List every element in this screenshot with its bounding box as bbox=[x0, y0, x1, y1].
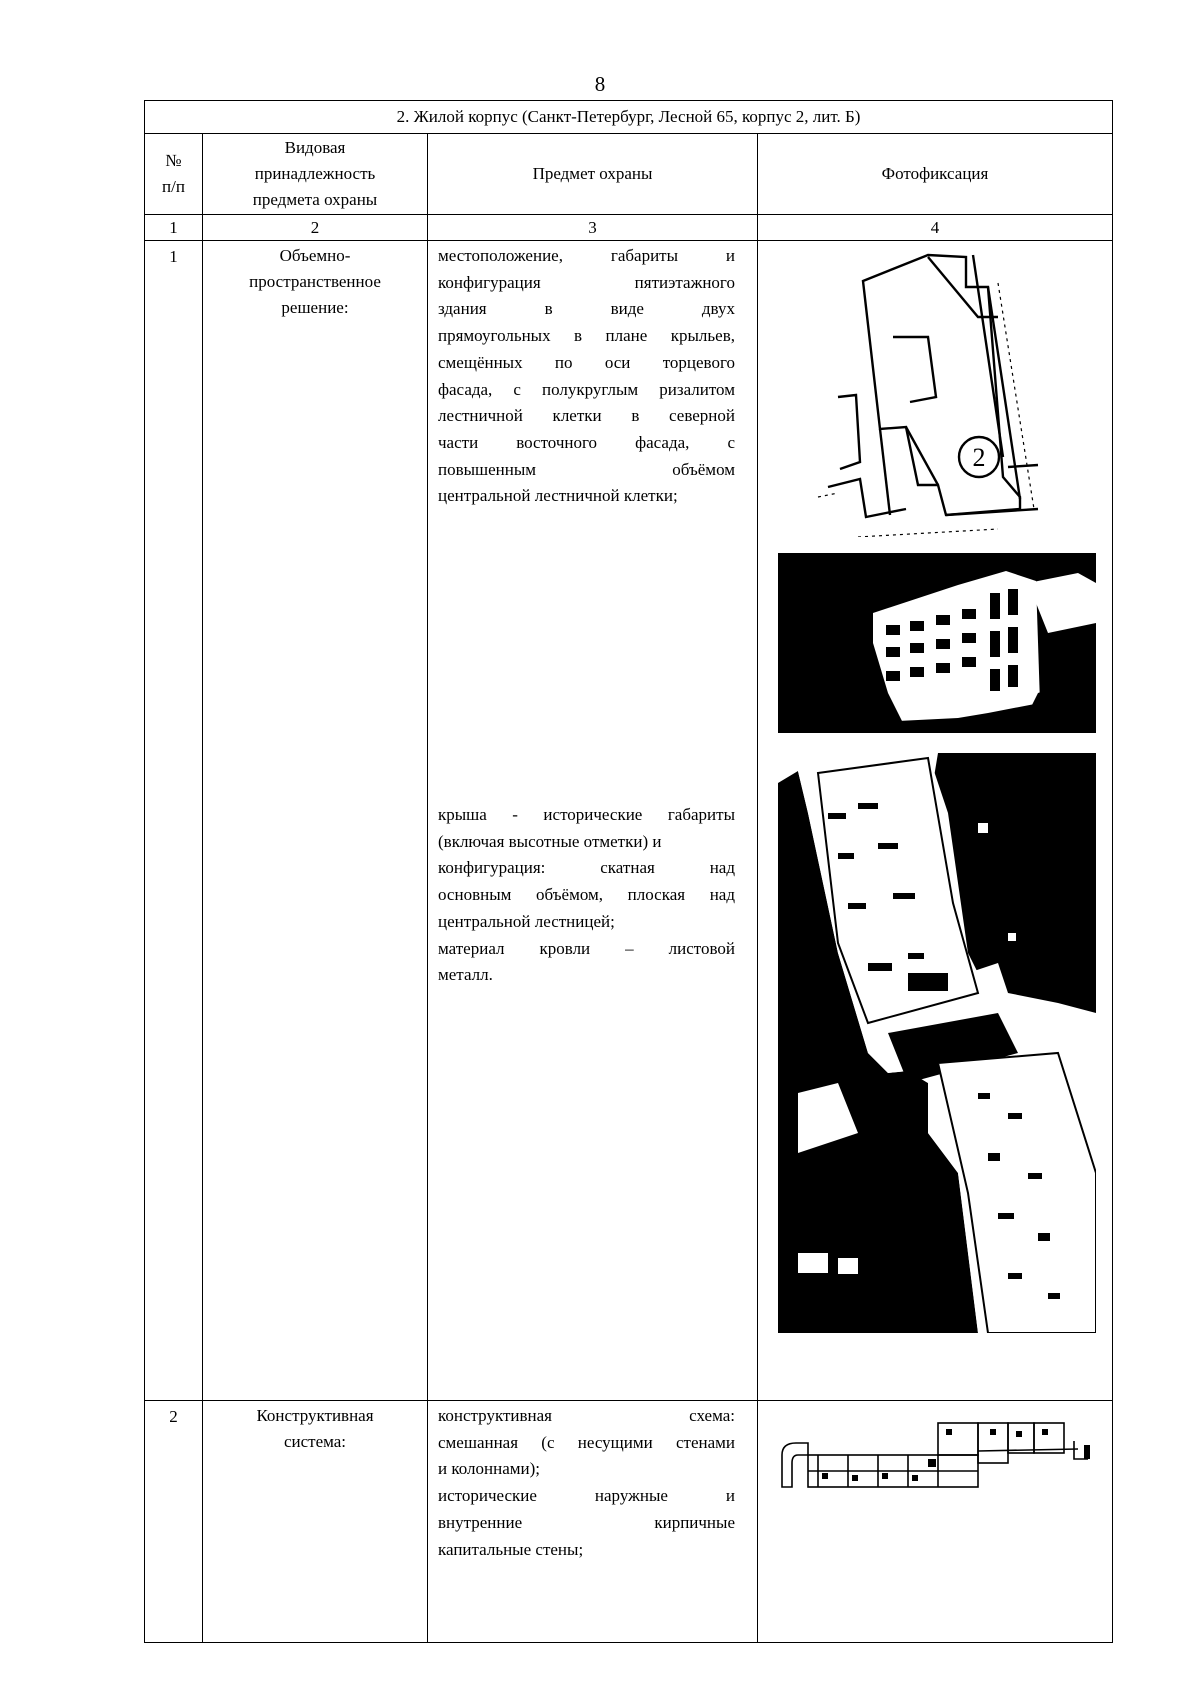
subject-line: конструктивная схема: bbox=[438, 1406, 735, 1425]
header-subject: Предмет охраны bbox=[428, 134, 758, 215]
row-photo bbox=[758, 241, 1113, 1401]
subject-line: крыша - исторические габариты bbox=[438, 805, 735, 825]
header-type-line: предмета охраны bbox=[252, 190, 378, 209]
row-type-line: пространственное bbox=[249, 272, 381, 291]
subject-line: центральной лестницей; bbox=[438, 911, 615, 931]
floor-plan-image bbox=[778, 1415, 1096, 1493]
subject-line: (включая высотные отметки) и bbox=[438, 831, 662, 851]
protection-table bbox=[144, 100, 1113, 1643]
site-plan-image bbox=[798, 247, 1058, 537]
column-number: 2 bbox=[203, 215, 428, 241]
subject-line: капитальные стены; bbox=[438, 1539, 584, 1559]
header-number-line: № bbox=[165, 151, 182, 170]
plan-marker: 2 bbox=[972, 443, 986, 472]
facade-photo bbox=[778, 553, 1096, 733]
subject-line: здания в виде двух bbox=[438, 299, 735, 319]
row-number: 1 bbox=[145, 241, 203, 1401]
subject-line: смещённых по оси торцевого bbox=[438, 352, 735, 372]
page-number: 8 bbox=[594, 72, 606, 96]
row-type bbox=[203, 1401, 428, 1643]
aerial-photo bbox=[778, 753, 1096, 1333]
row-subject bbox=[428, 1401, 758, 1643]
section-title: 2. Жилой корпус (Санкт-Петербург, Лесной 65, корпус 2, лит. Б) bbox=[145, 101, 1113, 134]
subject-line: и колоннами); bbox=[438, 1459, 540, 1479]
subject-line: повышенным объёмом bbox=[438, 459, 735, 479]
subject-line: прямоугольных в плане крыльев, bbox=[438, 326, 735, 346]
column-number: 1 bbox=[145, 215, 203, 241]
column-number: 3 bbox=[428, 215, 758, 241]
row-type bbox=[203, 241, 428, 1401]
header-type-line: Видовая bbox=[284, 138, 346, 157]
subject-line: смешанная (с несущими стенами bbox=[438, 1432, 735, 1452]
row-subject bbox=[428, 241, 758, 1401]
subject-line: местоположение, габариты и bbox=[438, 246, 735, 265]
subject-line: металл. bbox=[438, 965, 493, 985]
subject-line: основным объёмом, плоская над bbox=[438, 885, 735, 905]
row-type-line: решение: bbox=[281, 298, 349, 317]
subject-line: части восточного фасада, с bbox=[438, 432, 735, 452]
header-photo: Фотофиксация bbox=[758, 134, 1113, 215]
subject-line: материал кровли – листовой bbox=[438, 938, 735, 958]
subject-line: конфигурация пятиэтажного bbox=[438, 272, 735, 292]
row-type-line: система: bbox=[283, 1432, 347, 1451]
subject-line: исторические наружные и bbox=[438, 1486, 735, 1506]
header-number-line: п/п bbox=[162, 177, 185, 196]
row-number: 2 bbox=[145, 1401, 203, 1643]
subject-line: центральной лестничной клетки; bbox=[438, 486, 678, 506]
header-type bbox=[203, 134, 428, 215]
row-photo bbox=[758, 1401, 1113, 1643]
header-number bbox=[145, 134, 203, 215]
header-type-line: принадлежность bbox=[254, 164, 376, 183]
row-type-line: Конструктивная bbox=[256, 1406, 374, 1425]
column-number: 4 bbox=[758, 215, 1113, 241]
subject-line: лестничной клетки в северной bbox=[438, 406, 735, 426]
subject-line: внутренние кирпичные bbox=[438, 1512, 735, 1532]
subject-line: фасада, с полукруглым ризалитом bbox=[438, 379, 735, 399]
row-type-line: Объемно- bbox=[279, 246, 351, 265]
subject-line: конфигурация: скатная над bbox=[438, 858, 735, 878]
